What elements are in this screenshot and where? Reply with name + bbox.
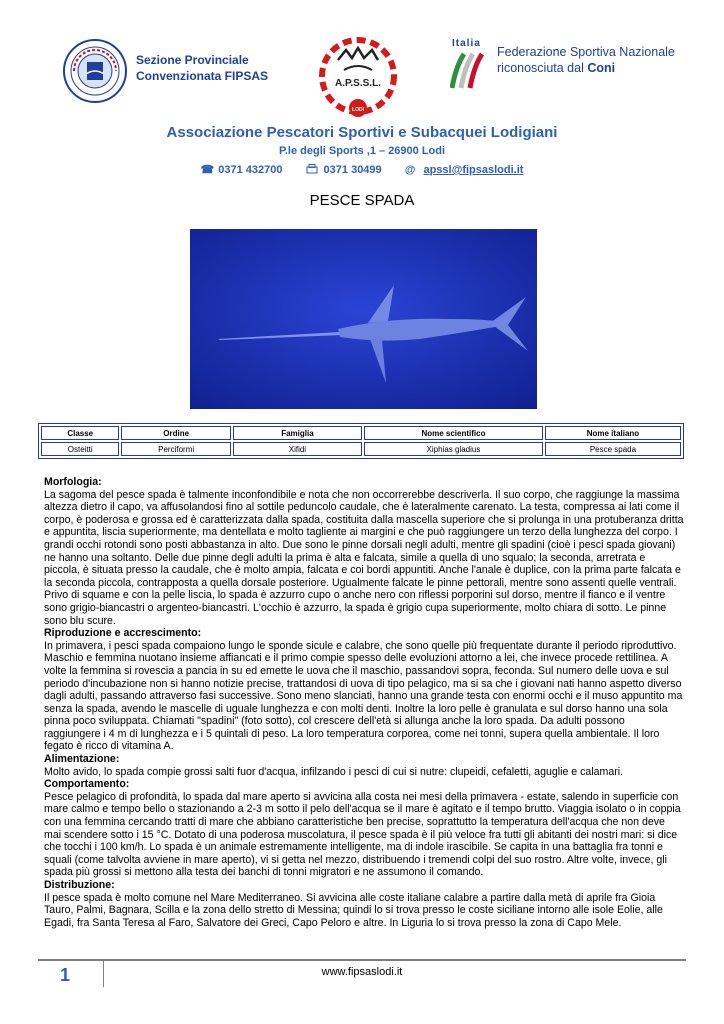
section-text-alimentazione: Molto avido, lo spada compie grossi salti fuor d'acqua, infilzando i pesci di cui si nutre: clupeidi, cefaletti, aguglie e calamari. [44, 765, 624, 778]
table-header-row [41, 426, 681, 440]
col-header-famiglia: Famiglia [233, 426, 362, 440]
col-header-nome-scientifico: Nome scientifico [364, 426, 543, 440]
page-title: PESCE SPADA [309, 192, 415, 209]
article-body [44, 476, 684, 929]
fipsas-title [136, 52, 268, 84]
col-header-nome-italiano: Nome italiano [545, 426, 681, 440]
apssl-logo [314, 34, 402, 120]
association-name: Associazione Pescatori Sportivi e Subacquei Lodigiani [166, 124, 558, 141]
taxonomy-table [38, 423, 684, 459]
swordfish-photo [190, 229, 537, 409]
table-row [41, 442, 681, 456]
section-heading-alimentazione: Alimentazione: [44, 753, 120, 766]
apssl-logo-subtext: LODI [352, 107, 364, 113]
page-number: 1 [60, 965, 71, 985]
cell-classe: Osteitti [41, 442, 119, 456]
contact-line [0, 163, 724, 176]
fipsas-line2: Convenzionata FIPSAS [136, 69, 269, 83]
coni-text [497, 44, 675, 76]
email-contact [405, 164, 524, 176]
section-heading-morfologia: Morfologia: [44, 476, 102, 488]
coni-line1: Federazione Sportiva Nazionale [497, 45, 675, 59]
coni-line2 [497, 60, 675, 76]
section-heading-comportamento: Comportamento: [44, 778, 130, 791]
fax-contact [306, 164, 382, 176]
coni-header-block [450, 34, 675, 94]
association-address: P.le degli Sports ,1 – 26900 Lodi [278, 145, 446, 157]
section-text-morfologia: La sagoma del pesce spada è talmente inconfondibile e nota che non occorrerebbe descriverla. Il suo corpo, che raggiunge la massima altezza dietro il capo, va affusolandosi fino al sottile peduncolo caudale, che è lateralmente carenato. La testa, compressa ai lati come il corpo, è poderosa e grossa ed è caratterizzata dalla spada, costituita dalla mascella superiore che si prolunga in una protuberanza dritta e appuntita, liscia superiormente, ma dentellata e molto tagliente ai margini e che può raggiungere un terzo della lunghezza del corpo. I grandi occhi rotondi sono posti abbastanza in alto. Due sono le pinne dorsali negli adulti, mentre gli spadini (cioè i pesci spada giovani) ne hanno una soltanto. Delle due pinne degli adulti la prima è alta e falcata, simile a quella di uno squalo; la seconda, arretrata e piccola, è situata presso la caudale, che è molto ampia, falcata e coi bordi appuntiti. Anche l'anale è duplice, con la prima parte falcata e la seconda piccola, contrapposta a quella dorsale posteriore. Ugualmente falcate le pinne pettorali, mentre sono assenti quelle ventrali. Privo di squame e con la pelle liscia, lo spada è azzurro cupo o anche nero con riflessi porporini sul dorso, mentre il fianco e il ventre sono grigio-biancastri o argenteo-biancastri. L'occhio è azzurro, la spada è grigio cupa superiormente, molto chiara di sotto. Le pinne sono blu scure. [44, 488, 684, 627]
fipsas-header-block [62, 38, 277, 112]
email-link[interactable]: apssl@fipsaslodi.it [423, 164, 524, 176]
footer-website-link[interactable]: www.fipsaslodi.it [321, 966, 403, 978]
fax-icon [306, 164, 318, 174]
cell-famiglia: Xifidi [233, 442, 362, 456]
apssl-logo-text: A.P.S.S.L. [335, 78, 381, 89]
italian-flag-logo [450, 50, 492, 90]
coni-italia-label: Italia [452, 38, 481, 49]
section-heading-distribuzione: Distribuzione: [44, 879, 115, 891]
fipsas-line1: Sezione Provinciale [136, 53, 249, 67]
cell-nome-scientifico: Xiphias gladius [364, 442, 543, 456]
col-header-ordine: Ordine [121, 426, 230, 440]
col-header-classe: Classe [41, 426, 119, 440]
at-icon: @ [404, 164, 416, 176]
section-text-distribuzione: Il pesce spada è molto comune nel Mare Mediterraneo. Si avvicina alle coste italiane calabre a partire dalla metà di aprile fra Gioia Tauro, Palmi, Bagnara, Scilla e la zona dello stretto di Messina; quindi lo si trova presso le coste siciliane intorno alle isole Eolie, alle Egadi, fra Santa Teresa al Faro, Salvatore dei Greci, Capo Peloro e altre. In Liguria lo si trova presso la zona di Capo Mele. [44, 891, 663, 929]
phone-icon: ☎ [200, 164, 215, 176]
cell-nome-italiano: Pesce spada [545, 442, 681, 456]
phone-contact [201, 163, 283, 176]
coni-line2-prefix: riconosciuta dal [497, 61, 588, 75]
coni-line2-bold: Coni [587, 61, 616, 75]
fax-number: 0371 30499 [323, 164, 382, 176]
footer-divider [38, 959, 686, 961]
section-text-riproduzione: In primavera, i pesci spada compaiono lungo le sponde sicule e calabre, che sono quelle più frequentate durante il periodo riproduttivo. Maschio e femmina nuotano insieme affiancati e il primo compie spesso delle evoluzioni attorno a lei, che invece procede rettilinea. A volte la femmina si rovescia a pancia in su ed emette le uova che il maschio, passandovi sopra, feconda. Sul numero delle uova e sul periodo d'incubazione non si hanno notizie precise, trattandosi di uova di tipo pelagico, ma si sa che i giovani nati hanno aspetto diverso dagli adulti, passando attraverso fasi successive. Sono meno slanciati, hanno una grande testa con enormi occhi e il muso appuntito ma senza la spada, avendo le mascelle di uguale lunghezza e con molti denti. Inoltre la loro pelle è granulata e sul dorso hanno una sola pinna poco sviluppata. Chiamati "spadini" (foto sotto), col crescere dell'età si allunga anche la loro spada. Da adulti possono raggiungere i 4 m di lunghezza e i 5 quintali di peso. La loro temperatura corporea, come nei tonni, supera quella ambientale. Il loro fegato è ricco di vitamina A. [44, 639, 683, 753]
section-heading-riproduzione: Riproduzione e accrescimento: [44, 627, 202, 640]
fipsas-logo [62, 38, 128, 104]
cell-ordine: Perciformi [121, 442, 230, 456]
phone-number: 0371 432700 [218, 164, 283, 176]
section-text-comportamento: Pesce pelagico di profondità, lo spada dal mare aperto si avvicina alla costa nei mesi della primavera - estate, salendo in superficie con mare calmo e tempo bello o stazionando a 2-3 m sotto il pelo dell'acqua se il mare è agitato e il tempo brutto. Viaggia isolato o in coppia con una femmina cercando tratti di mare che abbiano caratteristiche ben precise, soprattutto la temperatura dell'acqua che non deve mai scendere sotto i 15 °C. Dotato di una poderosa muscolatura, il pesce spada è il più veloce fra tutti gli abitanti dei nostri mari: si dice che tocchi i 100 km/h. Lo spada è un animale estremamente intelligente, ma di indole irascibile. Se capita in una battaglia fra tonni e squali (come talvolta avviene in mare aperto), vi si getta nel mezzo, distribuendo i tremendi colpi del suo rostro. Altre volte, invece, gli spada più grossi si mettono alla testa dei banchi di tonni migratori e ne assumono il comando. [44, 790, 681, 879]
